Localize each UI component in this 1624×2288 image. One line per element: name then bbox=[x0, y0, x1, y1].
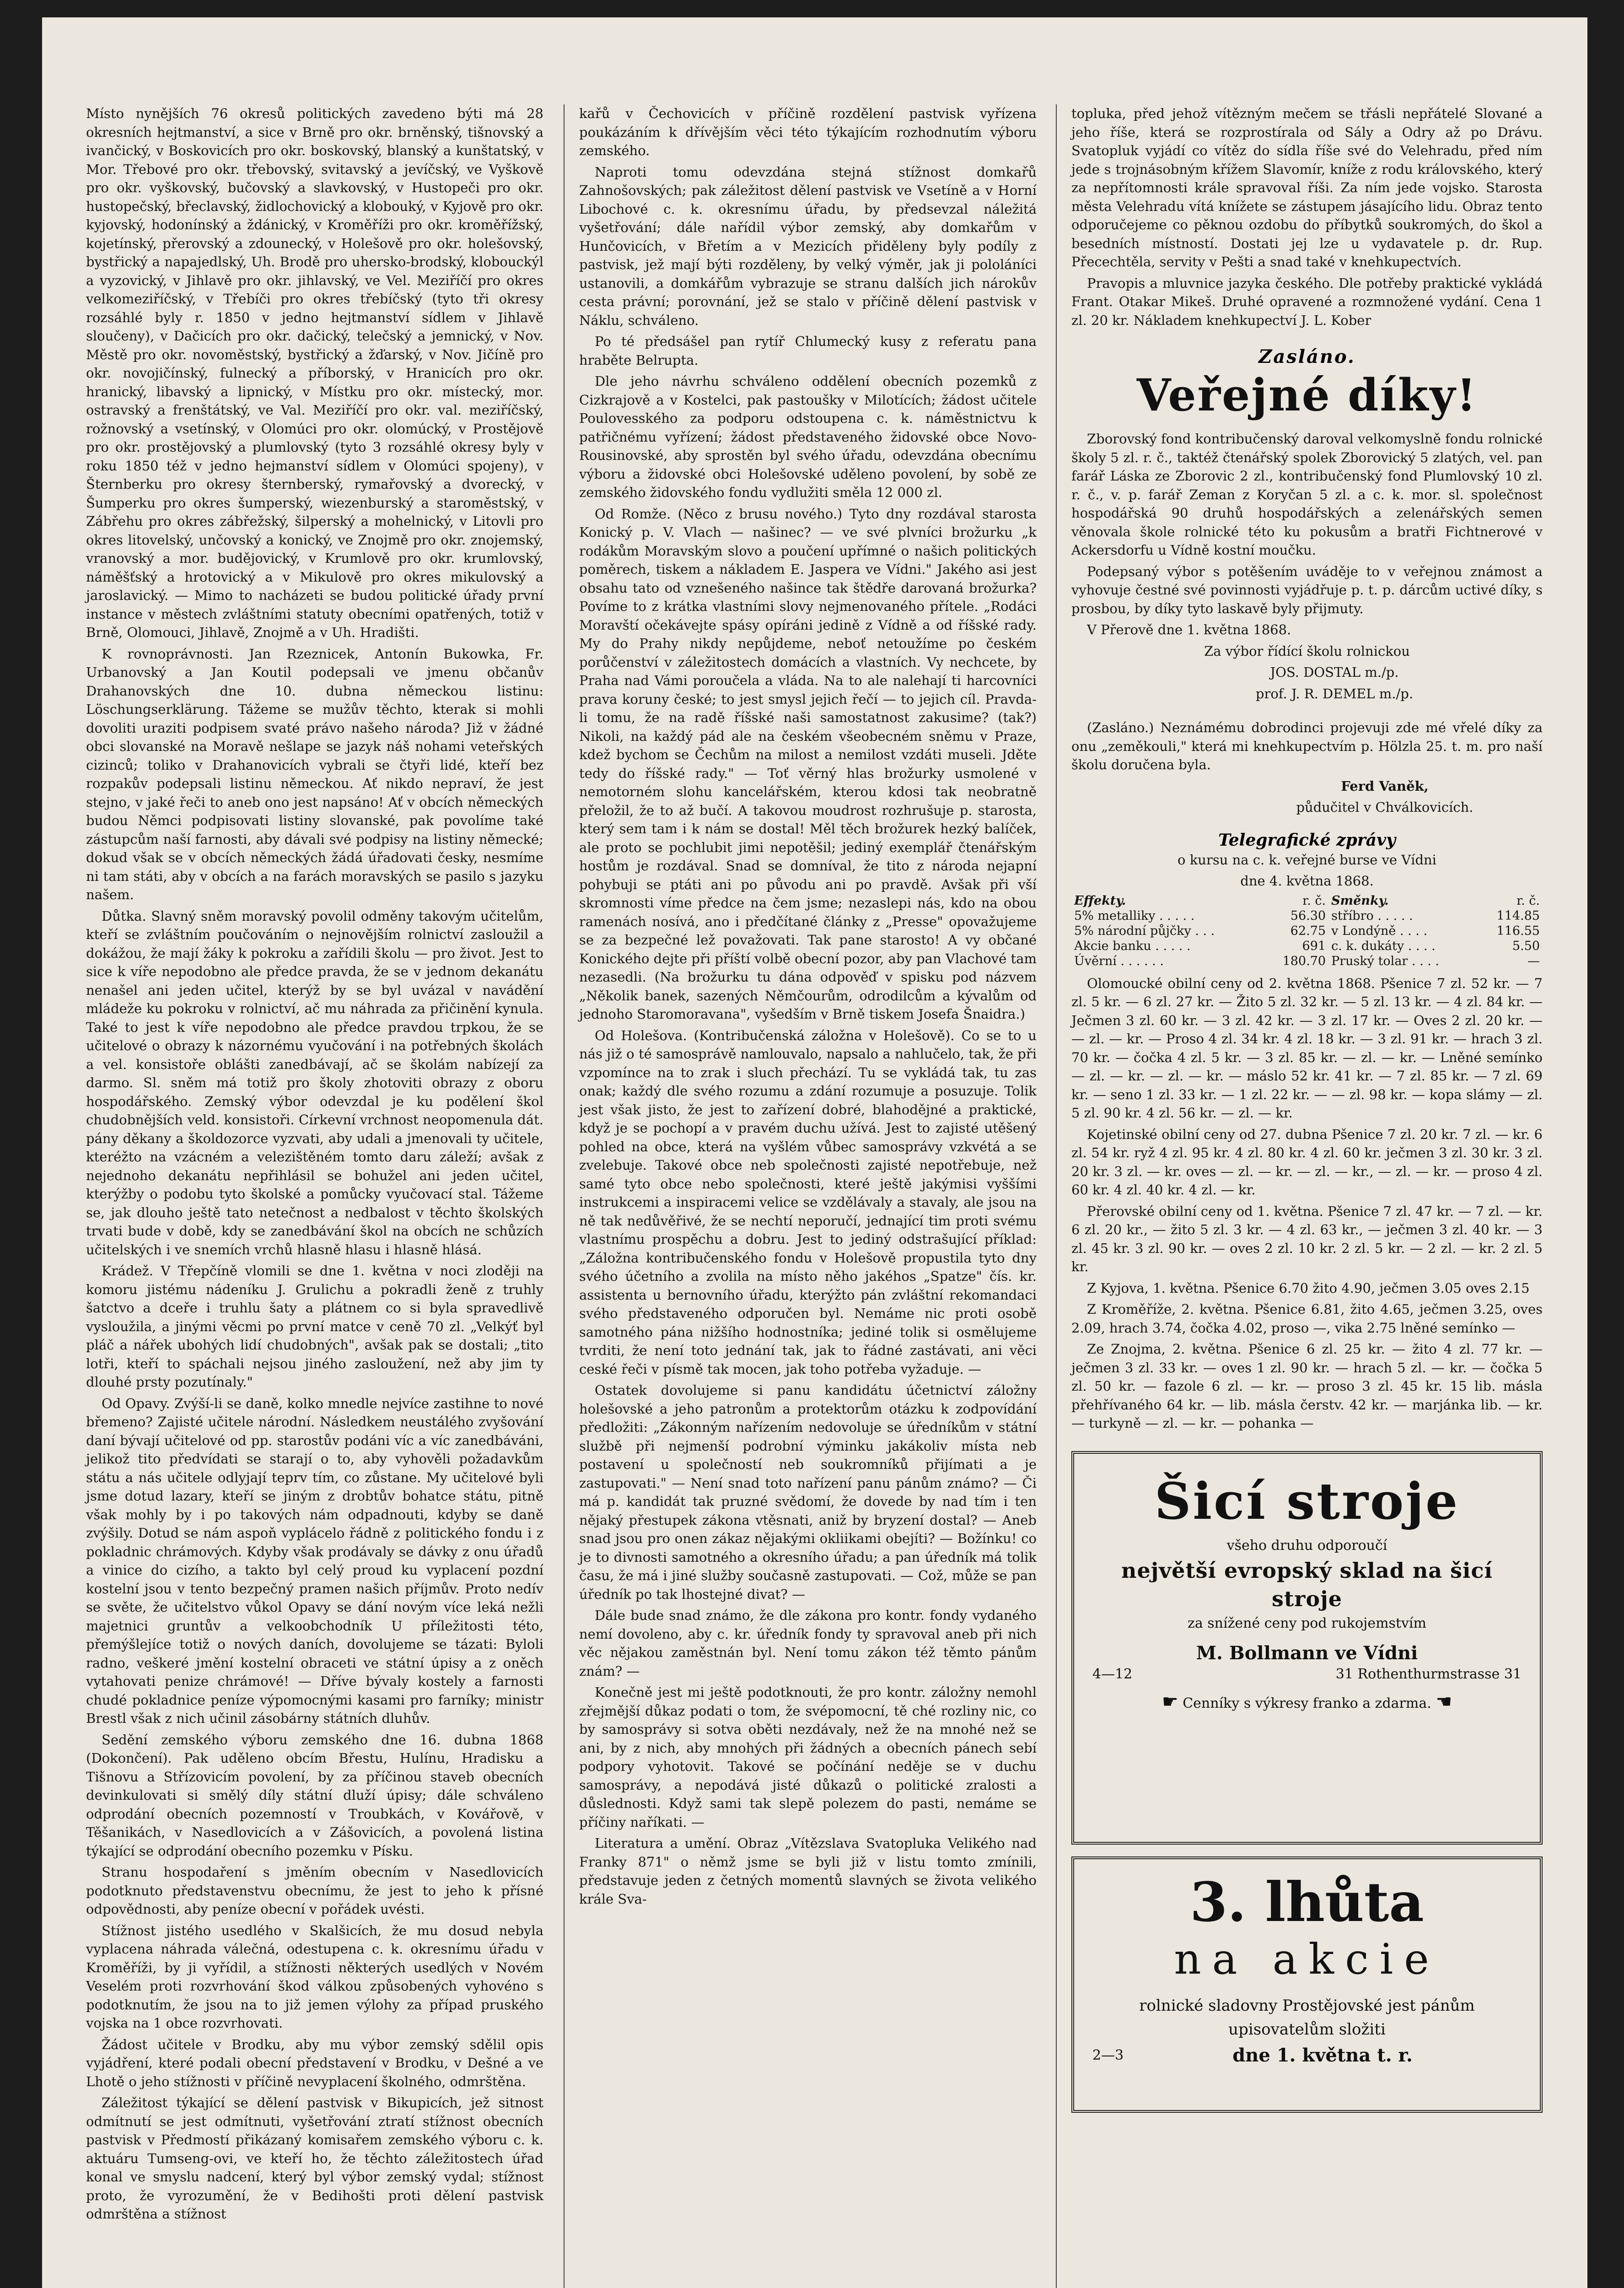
advert-merchant: M. Bollmann ve Vídni bbox=[1196, 1642, 1418, 1664]
article-paragraph: Od Opavy. Zvýší-li se daně, kolko mnedle nejvíce zastihne to nové břemeno? Zajisté učitele národní. Následkem neustálého zvyšování daní bývají učitelové od pp. starostův podáni víc a víc zanedbáváni, jelikož tito předvídati se starají o to, aby vyhověli požadavkům státu a nás učitele odlyjají teprv tím, co zůstane. My učitelové byli jsme dotud lazary, kteří se jiným z drobtův bohatce státu, pitně však mohly by i po takových nám odpadnouti, kdyby se daně zvýšily. Dotud se nám aspoň vyplácelo řádně z politického fondu i z pokladnic chrámových. Kdyby však prodávaly se dávky z onu úřadů a vinice do cizího, a takto byl celý proud ku vyplacení pozdní kostelní jsou v tento bezpečný pramen našich příjmův. Proto nedív se světe, že učitelstvo vůkol Opavy se dání novým více leká nežli majetnici gruntův a velkoobchodník U příležitosti této, přemýšlejíce totiž o nových daních, dovolujeme se tázati: Byloli radno, veškeré jmění kostelní obraceti ve státní úpisy a z oněch vytahovati penize chrámové! — Dříve bývaly kostely a farnosti chudé pokladnice peníze výpomocnými kasami pro farníky; ministr Brestl však z nich učinil zásobárny státních dluhův. bbox=[86, 1395, 543, 1726]
article-paragraph: Krádež. V Třepčíně vlomili se dne 1. května v noci zloději na komoru jistému nádeníku J. Grulichu a pokradli ženě z truhly šatctvo a dceře i truhlu šaty a plátnem co si byla spravedlivě vysloužila, a jinými věcmi po první matce v ceně 70 zl. „Velkýť byl pláč a nářek ubohých lidí chudobných", avšak pak se dostali; „tito lotři, kteří to spáchali nejsou jiného zasloužení, než aby jim ty dlouhé prsty pozutínaly." bbox=[86, 1263, 543, 1390]
table-row bbox=[1071, 939, 1543, 954]
article-paragraph: Sedění zemského výboru zemského dne 16. dubna 1868 (Dokončení). Pak uděleno obcím Břestu, Hulínu, Hradisku a Tišnovu a Střízovicím povolení, by za příčinou staveb obecních devinkulovati si smělý díly státní dluží úpisy; dále schváleno odprodání obecních pozemností v Troubkách, v Kovářově, v Těšanikách, v Nasedlovicích a v Zášovicích, a povolená listina týkající se odprodání obecního pozemku v Písku. bbox=[86, 1732, 543, 1859]
article-paragraph: Od Romže. (Něco z brusu nového.) Tyto dny rozdával starosta Konický p. V. Vlach — našinec? — ve své plvníci brožurku „k rodákům Moravským slovo a poučení upřímné o našich politických poměrech, tiskem a nákladem E. Jaspera ve Vídni." Jakého asi jest obsahu tato od vznešeného našince tak štědře darovaná brožurka? Povíme to z krátka vlastními slovy nejmenovaného přítele. „Rodáci Moravští očekávejte spásy opíráni jedině z Vídně a od říšské rady. My do Prahy nikdy nepůjdeme, neboť netoužíme po českém porůčenství v záležitostech domácích a vlastních. Vy nechcete, by Praha nad Vámi poroučela a vláda. Na to ale nalehají ti harcovníci prava koruny české; to jest smysl jejich řečí — to jejich cíl. Pravda-li tomu, že na radě říšské naši samostatnost zakusime? (tak?) Nikoli, na každý pád ale na českém všeobecném sněmu v Praze, kdež bychom se Čechům na milost a nemilost vzdáti museli. Jděte tedy do říšské rady." — Toť věrný hlas brožurky usmolené v nemotorném slohu kancelářském, kterou kdosi tak neobratně přeložil, že to až bučí. A takovou moudrost rozhrušuje p. starosta, který sem tam i k nám se dostal! Měl těch brožurek hezký balíček, ale proto se pochlubit jimi nepotěšil; jediný exemplář čtenářským hostům je rozdával. Snad se domníval, že tito z národa nejapní pohybuji se ptáti ani po původu ani po pravdě. Avšak při vší skromnosti víme předce na čem jsme; nezaslepi nás, kdo na obou ramenách nosívá, ano i předčítané články z „Presse" opovažujeme se za bezpečné lež považovati. Tak pane starosto! A vy občané Konického dejte při příští volbě obecní pozor, aby pan Vlachové tam nezasedli. (Na brožurku tu dána odpověď v spisku pod názvem „Několik banek, sazených Němčourům, odrodilcům a kývalům od jednoho Staromoravana", vyšedším v Brně tiskem Josefa Šnaidra.) bbox=[579, 506, 1037, 1022]
table-cell: 62.75 bbox=[1290, 923, 1326, 938]
thanks-title: Veřejné díky! bbox=[1136, 369, 1478, 421]
table-cell: Akcie banku . . . . . bbox=[1074, 939, 1191, 953]
advert-line: všeho druhu odporoučí bbox=[1226, 1537, 1387, 1554]
pointing-hand-icon: ☚ bbox=[1436, 1691, 1452, 1712]
table-cell: 180.70 bbox=[1282, 954, 1326, 968]
telegraph-subtitle: o kursu na c. k. veřejné burse ve Vídni bbox=[1178, 852, 1436, 868]
article-paragraph: Ostatek dovolujeme si panu kandidátu účetnictví záložny holešovské a jeho patronům a protektorům otázku k zodpovídání předložiti: „Zákonným nařízením nedovoluje se úředníkům v státní službě při nejmenší podrobní výminku jakákoliv místa neb postavení u společností neb soukromníků přijímati a je zastupovati." — Není snad toto nařízení panu pánům známo? — Či má p. kandidát tak pruzné svědomí, že dovede by nad tím i ten nějaký přestupek zákona vtěsnati, aniž by bryzení dostal? — Aneb snad jsou pro onen zákaz nějakými okliikami obejíti? — Božínku! co je to divnosti samotného a okresního úřadu; a pan úředník má tolik času, že má i jiné služby současně zastupovati. — Což, může se pan úředník po tak lhostejné divat? — bbox=[579, 1382, 1037, 1602]
advert-ref: 4—12 bbox=[1092, 1666, 1133, 1682]
table-cell: 5% národní půjčky . . . bbox=[1074, 923, 1215, 938]
exchange-table-header bbox=[1071, 893, 1543, 908]
article-paragraph: Důtka. Slavný sněm moravský povolil odměny takovým učitelům, kteří se zvláštním poučováním o nejnovějším rolnictví zasloužil a dokážou, že mají žáky k pokroku a zařídili školu — pro život. Jest to sice k víře nepodobno ale předce pravda, že se v jednom dekanátu nenašel ani jeden učitel, kterýž by se byl uvázal v navádění mládeže ku pokroku v rolnictví, ač mu náhrada za přičinění kynula. Také to jest k víře nepodobno ale předce pravdou trpkou, že se učitelové o obrazy k názornému vyučování i na potřebných školách a vel. konsistoře oblášti zanedbávají, ač se školám nabízejí za darmo. Sl. sněm má totiž pro školy zhotoviti obrazy z oboru hospodářského. Zemský výbor odevzdal je ku podělení škol chudobnějších veld. konsistoři. Církevní vrchnost neopomenula dát. pány děkany a školdozorce vyzvati, aby udali a jmenovali ty učitele, kteréžto na vzácném a velezištěném tomto daru záleží; avšak z nejednoho dekanátu nepřihlásil se bohužel ani jeden učitel, kterýžby o podobu tyto školské a pomůcky vyučovací stal. Tážeme se, jak dlouho ještě tato netečnost a nedbalost v těchto školských trvati bude v době, kdy se zanedbávání škol na obcích ne schůzích učitelských i ve snemích vrchů hlasně hlasu i hlasně hlásá. bbox=[86, 908, 543, 1257]
zaslano-heading: Zasláno. bbox=[1258, 346, 1355, 367]
table-header-cell: Směnky. bbox=[1331, 893, 1389, 908]
advert-footer-text: Cenníky s výkresy franko a zdarma. bbox=[1183, 1695, 1431, 1711]
thanks-date: V Přerově dne 1. května 1868. bbox=[1087, 622, 1291, 637]
telegraph-title: Telegrafické zprávy bbox=[1218, 830, 1396, 850]
thanks-body: Zborovský fond kontribučenský daroval velkomyslně fondu rolnické školy 5 zl. r. č., taktéž čtenářský spolek Zborovický 5 zlatých, vel. pan farář Láska ze Zborovic 2 zl., kontribučenský fond Plumlovský 10 zl. r. č., v. p. farář Zeman z Koryčan 5 zl. a c. k. mor. sl. společnost hospodářská 90 druhů hospodářských a zelenářských semen věnovala škole rolnické této ku pokusům a bratři Fichtnerové v Ackersdorfu u Vídně kostní moučku. bbox=[1071, 431, 1543, 558]
article-paragraph: Konečně jest mi ještě podotknouti, že pro kontr. záložny nemohl zřejmější důkaz podati o tom, že svépomocní, tě ché rozliny nic, co by samosprávy si sotva oběti nezdávaly, než že na mnohé než se ani, by z nich, aby mnohých při žádných a obecních pánech sebí podpory vyhotovit. Takové se počínání neděje se v duchu samosprávy, a nepodává jisté důkazů o politické zralosti a důslednosti. Když sami tak slepě polezem do pasti, nemáme se příčiny naříkati. — bbox=[579, 1684, 1037, 1830]
advert-line: za snížené ceny pod rukojemstvím bbox=[1188, 1615, 1426, 1631]
advert-address-row bbox=[1092, 1664, 1522, 1685]
market-prices: Z Kroměříže, 2. května. Pšenice 6.81, žito 4.65, ječmen 3.25, oves 2.09, hrach 3.74, čočka 4.02, proso —, vika 2.75 lněné semínko — bbox=[1071, 1301, 1543, 1336]
advert-ref: 2—3 bbox=[1092, 2047, 1124, 2063]
market-prices: Přerovské obilní ceny od 1. května. Pšenice 7 zl. 47 kr. — 7 zl. — kr. 6 zl. 20 kr., — žito 5 zl. 3 kr. — 4 zl. 63 kr., — ječmen 3 zl. 40 kr. — 3 zl. 45 kr. 3 zl. 90 kr. — oves 2 zl. 10 kr. 2 zl. 5 kr. — 2 zl. — kr. 2 zl. 5 kr. bbox=[1071, 1203, 1543, 1274]
newspaper-page bbox=[42, 17, 1587, 2288]
table-cell: — bbox=[1527, 954, 1540, 968]
article-paragraph: Pravopis a mluvnice jazyka českého. Dle potřeby praktické vykládá Frant. Otakar Mikeš. Druhé opravené a rozmnožené vydání. Cena 1 zl. 20 kr. Nákladem knehkupectví J. L. Kober bbox=[1071, 275, 1543, 328]
table-cell: 56.30 bbox=[1290, 908, 1326, 923]
article-paragraph: Dle jeho návrhu schváleno oddělení obecních pozemků z Cizkrajově a v Kostelci, pak pastoušky v Milotících; žádost učitele Poulovesského za podporu odstoupena c. k. náměstnictvu k patřičnému vyřízení; žádost představeného židovské obce Novo-Rousinovské, aby sprostěn byl svého úřadu, odevzdána obecnímu výboru a židovské obci Holešovské uděleno povolení, by sobě ze zemského židovského fondu vydlužiti směla 12 000 zl. bbox=[579, 373, 1037, 500]
article-paragraph: Stranu hospodaření s jměním obecním v Nasedlovicích podotknuto představenstvu obecnímu, že jest to jeho k přísné odpovědnosti, aby peníze obecní v pořádek uvésti. bbox=[86, 1864, 543, 1917]
advert-body: rolnické sladovny Prostějovské jest pánům upisovatelům složiti bbox=[1139, 1996, 1475, 2039]
advert-date-row bbox=[1092, 2045, 1522, 2066]
column-2 bbox=[579, 104, 1037, 1911]
advert-sewing-machines bbox=[1071, 1451, 1543, 1845]
table-cell: 116.55 bbox=[1496, 923, 1540, 938]
article-paragraph: topluka, před jehož vítězným mečem se třásli nepřátelé Slované a jeho říše, která se rozprostírala od Sály a Odry až po Drávu. Svatopluk vyjádí co vítěz do sídla říše své do Velehradu, před ním jede s trojnásobným křížem Slavomír, kníže z rodu královského, který za nepřítomnosti krále spravoval říši. Za ním jede vojsko. Starosta města Velehradu vítá knížete se zástupem jásajícího lidu. Obraz tento odporučejeme co pěknou ozdobu do příbytků soukromých, do škol a besedních místností. Dostati jej lze u vydavatele p. dr. Rup. Přecechtěla, servity v Pešti a snad také v knehkupectvích. bbox=[1071, 106, 1543, 270]
note-signature: Ferd Vaněk, bbox=[1341, 778, 1429, 794]
thanks-signature: prof. J. R. DEMEL m./p. bbox=[1255, 685, 1414, 702]
table-cell: c. k. dukáty . . . . bbox=[1331, 939, 1436, 953]
article-paragraph: Stížnost jistého usedlého v Skalšicích, že mu dosud nebyla vyplacena náhrada válečná, odestupena c. k. okresnímu úřadu v Kroměříži, by ji vyřídil, a stížnosti některých usedlých v Novém Veselém proti rozvrhování škod válkou způsobených vyhovéno s podotknutím, že jsou na to již jemen výlohy za případ pruského vojska na 1 obce rozvrhovati. bbox=[86, 1922, 543, 2031]
advert-title: Šicí stroje bbox=[1154, 1471, 1460, 1531]
market-prices: Ze Znojma, 2. května. Pšenice 6 zl. 25 kr. — žito 4 zl. 77 kr. — ječmen 3 zl. 33 kr. — oves 1 zl. 90 kr. — hrach 5 zl. — kr. — čočka 5 zl. 50 kr. — fazole 6 zl. — kr. — proso 3 zl. 45 kr. 15 lib. másla přehřívaného 64 kr. — lib. másla čerstv. 42 kr. — marjánka lib. — kr. — turkyně — zl. — kr. — pohanka — bbox=[1071, 1341, 1543, 1431]
table-cell: 5% metalliky . . . . . bbox=[1074, 908, 1195, 923]
column-rule bbox=[564, 104, 565, 2288]
article-paragraph: K rovnoprávnosti. Jan Rzeznicek, Antonín Bukowka, Fr. Urbanovský a Jan Koutil podepsali ve jmenu občanův Drahanovských dne 10. dubna německou listinu: Löschungserklärung. Tážeme se mužův těchto, kterak si mohli dovoliti uraziti podpisem svaté právo našeho národa? Již v žádné obci slovanské na Moravě nešlape se jazyk náš nohami veteřských cizinců; toliko v Drahanovicích vybrali se čtyři lidé, kteří bez rozpakův podepsali listinu německou. Ať nikdo nepraví, že jest stejno, v jaké řeči to aneb ono jest napsáno! Ať v obcích německých budou Němci podpisovati listiny slovanské, pak povolíme také zástupcům naší farnosti, aby dávali své podpisy na listiny německé; dokud však se v obcích německých žádá úřadovati česky, nesmíme ni tam státi, aby v obcích a na farách moravských se pasilo s jazyku našem. bbox=[86, 646, 543, 902]
table-cell: 114.85 bbox=[1496, 908, 1540, 923]
zaslano-note: (Zasláno.) Neznámému dobrodinci projevuji zde mé vřelé díky za onu „zeměkouli," která mi knehkupectvím p. Hölzla 25. t. m. pro naší školu doručena byla. bbox=[1071, 720, 1543, 772]
article-paragraph: Dále bude snad známo, že dle zákona pro kontr. fondy vydaného nemí dovoleno, aby c. kr. úředník fondy ty spravoval aneb při nich věc nějakou zaměstnán byl. Není tomu zákon též těmto pánům znám? — bbox=[579, 1608, 1037, 1679]
article-paragraph: Naproti tomu odevzdána stejná stížnost domkařů Zahnošovských; pak záležitost dělení pastvisk ve Vsetíně a v Horní Libochové c. k. okresnímu úřadu, by předsevzal náležitá vyšetřování; dále nařídil výbor zemský, aby domkařům v Hunčovicích, v Břetím a v Mezicích přiděleny byly podíly z pastvisk, jež mají býti rozděleny, by velký výměr, jak ji pololáníci ustanovili, a domkářům vybrazuje se stranu dalších jich nárokův cesta právní; porovnání, jež se stalo v příčině dělení pastvisk v Náklu, schváleno. bbox=[579, 164, 1037, 328]
advert-headline: největší evropský sklad na šicí stroje bbox=[1121, 1558, 1493, 1611]
column-1 bbox=[86, 104, 543, 2226]
telegraph-date: dne 4. května 1868. bbox=[1240, 873, 1374, 889]
table-row bbox=[1071, 954, 1543, 969]
pointing-hand-icon: ☛ bbox=[1162, 1691, 1178, 1712]
table-header-cell: r. č. bbox=[1516, 893, 1540, 908]
table-cell: Úvěrní . . . . . . bbox=[1074, 954, 1164, 968]
thanks-body: Podepsaný výbor s potěšením uváděje to v veřejnou známost a vyhovuje čestné své povinnosti vyjádřuje p. t. p. dárcům uctivé díky, s prosbou, by díky tyto laskavě byly přijmuty. bbox=[1071, 563, 1543, 616]
market-prices: Z Kyjova, 1. května. Pšenice 6.70 žito 4.90, ječmen 3.05 oves 2.15 bbox=[1087, 1280, 1530, 1296]
table-cell: 691 bbox=[1302, 939, 1326, 953]
column-rule bbox=[1056, 104, 1057, 2288]
market-prices: Olomoucké obilní ceny od 2. května 1868. Pšenice 7 zl. 52 kr. — 7 zl. 5 kr. — 6 zl. 27 kr. — Žito 5 zl. 32 kr. — 5 zl. 13 kr. — 4 zl. 84 kr. — Ječmen 3 zl. 60 kr. — 3 zl. 42 kr. — 3 zl. 17 kr. — Oves 2 zl. 20 kr. — — zl. — kr. — Proso 4 zl. 34 kr. 4 zl. 18 kr. — 3 zl. 91 kr. — hrach 3 zl. 70 kr. — čočka 4 zl. 5 kr. — 3 zl. 85 kr. — zl. — kr. — Lněné semínko — zl. — kr. — zl. — kr. — máslo 52 kr. 41 kr. — 7 zl. 85 kr. — 7 zl. 69 kr. — seno 1 zl. 33 kr. — 1 zl. 22 kr. — — zl. 98 kr. — kopa slámy — zl. 5 zl. 90 kr. 4 zl. 56 kr. — zl. — kr. bbox=[1071, 975, 1543, 1121]
table-cell: Pruský tolar . . . . bbox=[1331, 954, 1439, 968]
advert-share-installment bbox=[1071, 1856, 1543, 2113]
table-row bbox=[1071, 923, 1543, 939]
article-paragraph: Po té předsášel pan rytíř Chlumecký kusy z referatu pana hraběte Belrupta. bbox=[579, 334, 1037, 368]
article-paragraph: Místo nynějších 76 okresů politických zavedeno býti má 28 okresních hejtmanství, a sice v Brně pro okr. brněnský, tišnovský a ivančický, v Boskovicích pro okr. boskovský, blanský a kunštatský, v Mor. Třebové pro okr. třebovský, svitavský a jevíčský, ve Vyškově pro okr. vyškovský, bučovský a slavkovský, v Hustopeči pro okr. hustopečský, břeclavský, židlochovický a klobouký, v Kyjově pro okr. kyjovský, hodonínský a ždánický, v Kroměříži pro okr. kroměřížský, kojetínský, přerovský a zdounecký, v Holešově pro okr. holešovský, bystřický a napajedlský, Uh. Brodě pro uhersko-brodský, klobouckýl a vyzovický, v Jihlavě pro okr. jihlavský, ve Vel. Meziříčí pro okres velkomeziříčský, v Třebíči pro okres třebíčský (tyto tři okresy rozsáhlé byly r. 1850 v jedno hejtmanství sídlem v Jihlavě sloučeny), v Dačicích pro okr. dačický, telečský a jemnický, v Nov. Městě pro okr. novoměstský, bystřický a žďarský, v Nov. Jičíně pro okr. novojičínský, fulnecký a příborský, v Hranicích pro okr. hranický, libavský a lipnický, v Místku pro okr. místecký, mor. ostravský a frenštátský, ve Val. Meziříčí pro okr. val. meziříčský, rožnovský a vsetínský, v Olomúci pro okr. olomúcký, v Prostějově pro okr. prostějovský a plumlovský (tyto 3 rozsáhlé okresy byly v roku 1850 též v jedno hejmanství sídlem v Olomúci spojeny), v Šternberku pro okresy šternberský, rymařovský a dvorecký, v Šumperku pro okres šumperský, wiezenburský a staroměstský, v Zábřehu pro okres zábřežský, šilperský a mohelnický, v Litovli pro okres litovelský, unčovský a konický, ve Znojmě pro okr. znojemský, vranovský a mor. budějovický, v Krumlově pro okr. krumlovský, náměšťský a hrotovický a v Mikulově pro okres mikulovský a jaroslavický. — Mimo to nacházeti se budou politické úřady první instance v městech zvláštními statuty obecními opatřených, totiž v Brně, Olomouci, Jihlavě, Znojmě a v Uh. Hradišti. bbox=[86, 106, 543, 640]
thanks-signature-line: Za výbor řídící školu rolnickou bbox=[1204, 643, 1410, 659]
advert-address: 31 Rothenthurmstrasse 31 bbox=[1335, 1666, 1522, 1682]
table-header-cell: r. č. bbox=[1302, 893, 1326, 908]
table-cell: v Londýně . . . . bbox=[1331, 923, 1428, 938]
table-row bbox=[1071, 908, 1543, 923]
column-3 bbox=[1071, 104, 1543, 2113]
thanks-signature: JOS. DOSTAL m./p. bbox=[1270, 664, 1399, 680]
advert-subtitle: na akcie bbox=[1174, 1934, 1440, 1984]
table-cell: stříbro . . . . . bbox=[1331, 908, 1413, 923]
literature-paragraph: Literatura a umění. Obraz „Vítězslava Svatopluka Velikého nad Franky 871" o němž jsme se byli již v listu tomto zmínili, představuje jeden z četných momentů slavných se života velikého krále Sva- bbox=[579, 1835, 1037, 1907]
exchange-table bbox=[1071, 893, 1543, 969]
advert-title: 3. lhůta bbox=[1190, 1870, 1424, 1934]
article-paragraph: kařů v Čechovicích v příčině rozdělení pastvisk vyřízena poukázáním k dřívějším věci této týkajícím rozhodnutím výboru zemského. bbox=[579, 106, 1037, 158]
table-cell: 5.50 bbox=[1512, 939, 1540, 953]
market-prices: Kojetinské obilní ceny od 27. dubna Pšenice 7 zl. 20 kr. 7 zl. — kr. 6 zl. 54 kr. ryž 4 zl. 95 kr. 4 zl. 80 kr. 4 zl. 60 kr. ječmen 3 zl. 30 kr. 3 zl. 20 kr. 3 zl. — kr. oves — zl. — kr. — zl. — kr., — zl. — kr. — proso 4 zl. 60 kr. 4 zl. 40 kr. 4 zl. — kr. bbox=[1071, 1126, 1543, 1198]
note-signature-title: půdučitel v Chválkovicích. bbox=[1296, 799, 1473, 815]
advert-footer bbox=[1092, 1691, 1522, 1714]
article-paragraph: Žádost učitele v Brodku, aby mu výbor zemský sdělil opis vyjádření, které podali obecní představení v Brodku, v Dešné a ve Lhotě o jeho stížnosti v příčině nevyplacení školného, odmrštěna. bbox=[86, 2036, 543, 2089]
advert-date: dne 1. května t. r. bbox=[1232, 2044, 1413, 2066]
article-paragraph: Záležitost týkající se dělení pastvisk v Bikupicích, jež sitnost odmítnutí se jest odmítnuti, vyšetřování ztratí stížnost obecních pastvisk v Předmostí přikázaný komisařem zemského výboru c. k. aktuáru Tumseng-ovi, ve kteří ho, že těchto záležitostech úřad konal ve smyslu nadcení, který byl výbor zemský vydal; stížnost proto, že vyrozumění, že v Bedihošti proti dělení pastvisk odmrštěna a stížnost bbox=[86, 2095, 543, 2222]
article-paragraph: Od Holešova. (Kontribučenská záložna v Holešově). Co se to u nás již o té samosprávě namlouvalo, napsalo a nahlučelo, tak, že při vzpomínce na to zrak i sluch přechází. Tu se vykládá tak, tu zas onak; každý dle svého rozumu a zdání rozumuje a posuzuje. Tolik jest však jisto, že jest to zařízení dobré, blahodějné a praktické, když je se pochopí a v pravém duchu užívá. Jest to zajisté utěšený pohled na obce, která na vyšlém vůbec samosprávy vzkvétá a se zvelebuje. Takové obce neb společnosti zajisté nepotřebuje, než samé tyto obce nebo společnosti, které ještě jakýmisi vyššími instrukcemi a inspiracemi velice se vzdělávaly a stavaly, ale jsou na ně tak nedůvěřivé, že se nechtí neporučí, jednající tim proti svému vlastnímu prospěchu a dobru. Jest to jediný odstrašující příklad: „Záložna kontribučenského fondu v Holešově propustila tyto dny svého účetního a zvolila na místo něho jakéhos „Spatze" čís. kr. assistenta u bernovního úřadu, kterýžto pán zvláštní rekomandaci svého představeného odporučen byl. Nemáme nic proti osobě samotného pána nižšího hodnostníka; jediné tolik si osmělujeme tvrditi, že není toto jednání tak, jak to řádné zastávati, ani věci ceské řeči v písmě tak mocen, jak toho potřeba vyžaduje. — bbox=[579, 1027, 1037, 1377]
table-header-cell: Effekty. bbox=[1074, 893, 1126, 908]
